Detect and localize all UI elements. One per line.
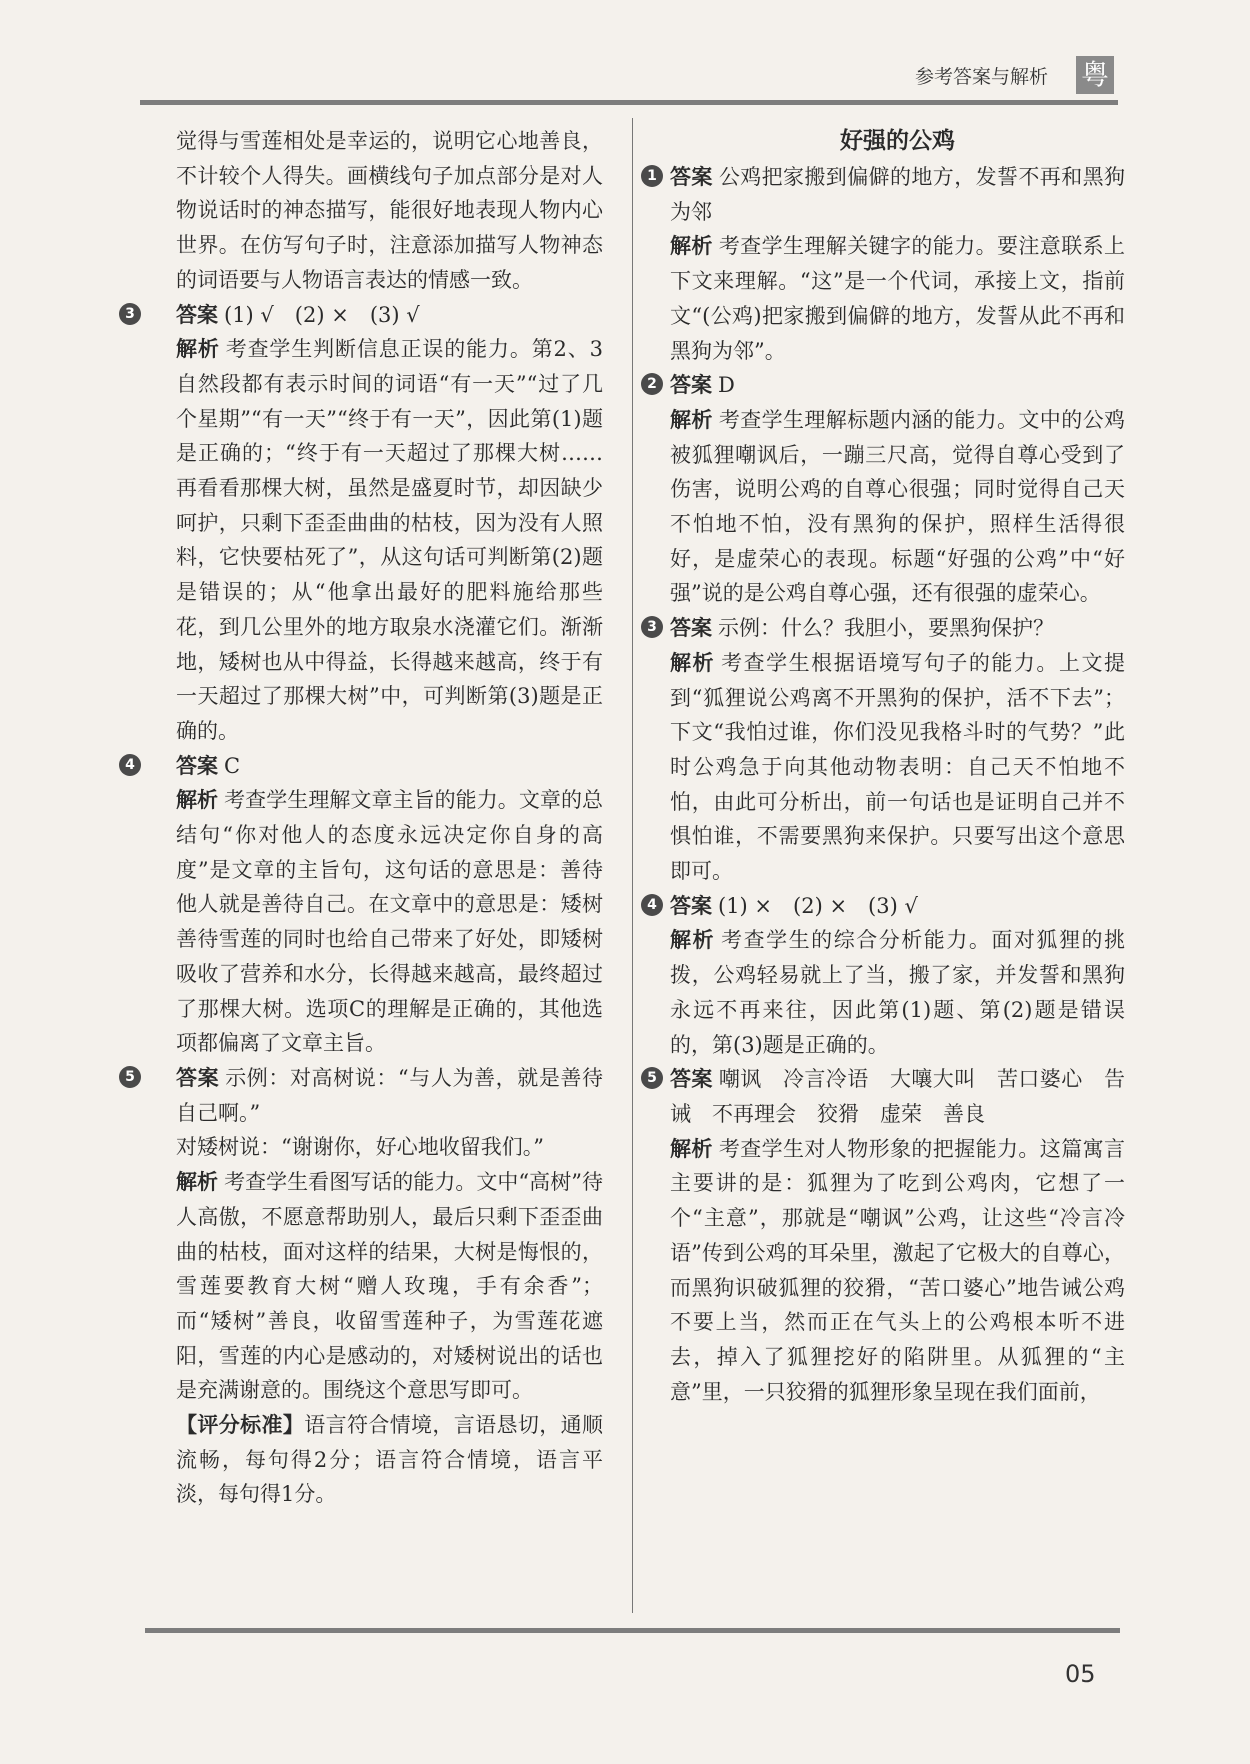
- answer-text: (1) √ (2) × (3) √: [224, 302, 420, 327]
- analysis-text: 考查学生看图写话的能力。文中“高树”待人高傲，不愿意帮助别人，最后只剩下歪歪曲曲的枯枝，面对这样的结果，大树是悔恨的，雪莲要教育大树“赠人玫瑰，手有余香”；而“矮树”善良，收留雪莲种子，为雪莲花遮阳，雪莲的内心是感动的，对矮树说出的话也是充满谢意的。围绕这个意思写即可。: [176, 1170, 603, 1403]
- analysis-label: 解析: [176, 1170, 219, 1195]
- grading-standard-label: 【评分标准】: [176, 1412, 305, 1438]
- right-column: [647, 124, 1126, 1409]
- grading-standard-text: 语言符合情境，言语恳切，通顺流畅，每句得2分；语言符合情境，语言平淡，每句得1分。: [176, 1413, 604, 1507]
- answer-text: D: [718, 373, 735, 398]
- left-item-5: [125, 1061, 604, 1512]
- answer-text: (1) × (2) × (3) √: [718, 893, 918, 918]
- answer-label: 答案: [176, 302, 218, 327]
- analysis-label: 解析: [670, 650, 716, 675]
- answer-label: 答案: [670, 1067, 713, 1092]
- item-number: 3: [119, 303, 141, 325]
- answer-text: 示例：对高树说：“与人为善，就是善待自己啊。”: [176, 1065, 604, 1125]
- item-number: 5: [641, 1067, 663, 1089]
- item-number: 4: [119, 754, 141, 776]
- header-badge: 粤: [1076, 56, 1114, 94]
- analysis-label: 解析: [670, 234, 713, 259]
- answer-label: 答案: [670, 893, 712, 918]
- analysis-label: 解析: [670, 928, 716, 953]
- left-item-4: [125, 749, 604, 1061]
- analysis-label: 解析: [670, 407, 713, 432]
- left-item-3: [125, 298, 603, 749]
- analysis-text: 考查学生理解文章主旨的能力。文章的总结句“你对他人的态度永远决定你自身的高度”是文章的主旨句，这句话的意思是：善待他人就是善待自己。在文章中的意思是：矮树善待雪莲的同时也给自己带来了好处，即矮树吸收了营养和水分，长得越来越高，最终超过了那棵大树。选项C的理解是正确的，其他选项都偏离了文章主旨。: [176, 788, 604, 1056]
- analysis-text: 考查学生判断信息正误的能力。第2、3自然段都有表示时间的词语“有一天”“过了几个星期”“有一天”“终于有一天”，因此第(1)题是正确的；“终于有一天超过了那棵大树……再看看那棵大树，虽然是盛夏时节，却因缺少呵护，只剩下歪歪曲曲的枯枝，因为没有人照料，它快要枯死了”，从这句话可判断第(2)题是错误的；从“他拿出最好的肥料施给那些花，到几公里外的地方取泉水浇灌它们。渐渐地，矮树也从中得益，长得越来越高，终于有一天超过了那棵大树”中，可判断第(3)题是正确的。: [176, 337, 603, 743]
- right-item-3: [647, 611, 1126, 889]
- page-number: 05: [1065, 1660, 1096, 1688]
- answer-text: 公鸡把家搬到偏僻的地方，发誓不再和黑狗为邻: [670, 165, 1126, 224]
- right-item-4: [647, 889, 1126, 1063]
- right-item-2: [647, 368, 1126, 611]
- item-number: 3: [641, 616, 663, 638]
- header-title: 参考答案与解析: [915, 66, 1049, 88]
- analysis-label: 解析: [176, 788, 219, 813]
- answer-text: C: [224, 753, 241, 778]
- answer-line-2: 对矮树说：“谢谢你，好心地收留我们。”: [176, 1135, 544, 1160]
- analysis-label: 解析: [176, 337, 220, 362]
- item-number: 2: [641, 373, 663, 395]
- answer-label: 答案: [670, 616, 712, 641]
- analysis-text: 考查学生理解标题内涵的能力。文中的公鸡被狐狸嘲讽后，一蹦三尺高，觉得自尊心受到了伤害，说明公鸡的自尊心很强；同时觉得自己天不怕地不怕，没有黑狗的保护，照样生活得很好，是虚荣心的表现。标题“好强的公鸡”中“好强”说的是公鸡自尊心强，还有很强的虚荣心。: [670, 407, 1126, 606]
- analysis-text: 考查学生对人物形象的把握能力。这篇寓言主要讲的是：狐狸为了吃到公鸡肉，它想了一个“主意”，那就是“嘲讽”公鸡，让这些“冷言冷语”传到公鸡的耳朵里，激起了它极大的自尊心，而黑狗识破狐狸的狡猾，“苦口婆心”地告诫公鸡不要上当，然而正在气头上的公鸡根本听不进去，掉入了狐狸挖好的陷阱里。从狐狸的“主意”里，一只狡猾的狐狸形象呈现在我们面前，: [670, 1136, 1126, 1404]
- analysis-text: 考查学生根据语境写句子的能力。上文提到“狐狸说公鸡离不开黑狗的保护，活不下去”；下文“我怕过谁，你们没见我格斗时的气势？”此时公鸡急于向其他动物表明：自己天不怕地不怕，由此可分析出，前一句话也是证明自己并不惧怕谁，不需要黑狗来保护。只要写出这个意思即可。: [670, 650, 1126, 884]
- answer-label: 答案: [670, 373, 712, 398]
- analysis-text: 考查学生理解关键字的能力。要注意联系上下文来理解。“这”是一个代词，承接上文，指前文“(公鸡)把家搬到偏僻的地方，发誓从此不再和黑狗为邻”。: [670, 234, 1126, 363]
- right-item-5: [647, 1062, 1126, 1409]
- answer-label: 答案: [176, 1065, 220, 1090]
- answer-label: 答案: [670, 165, 713, 189]
- answer-label: 答案: [176, 753, 218, 778]
- item-number: 5: [119, 1066, 141, 1088]
- bottom-rule: [145, 1628, 1120, 1633]
- analysis-label: 解析: [670, 1136, 713, 1161]
- item-number: 1: [641, 165, 663, 187]
- section-title: 好强的公鸡: [840, 128, 955, 154]
- right-item-1: [647, 160, 1126, 368]
- column-divider: [632, 118, 633, 1613]
- item-number: 4: [641, 894, 663, 916]
- answer-text: 示例：什么？我胆小，要黑狗保护？: [718, 616, 1054, 641]
- left-column: [125, 124, 604, 1512]
- answer-text: 嘲讽 冷言冷语 大嚷大叫 苦口婆心 告诫 不再理会 狡猾 虚荣 善良: [670, 1067, 1126, 1126]
- analysis-text: 考查学生的综合分析能力。面对狐狸的挑拨，公鸡轻易就上了当，搬了家，并发誓和黑狗永远不再来往，因此第(1)题、第(2)题是错误的，第(3)题是正确的。: [670, 928, 1126, 1057]
- left-intro: 觉得与雪莲相处是幸运的，说明它心地善良，不计较个人得失。画横线句子加点部分是对人物说话时的神态描写，能很好地表现人物内心世界。在仿写句子时，注意添加描写人物神态的词语要与人物语言表达的情感一致。: [176, 129, 603, 292]
- top-rule: [140, 100, 1118, 105]
